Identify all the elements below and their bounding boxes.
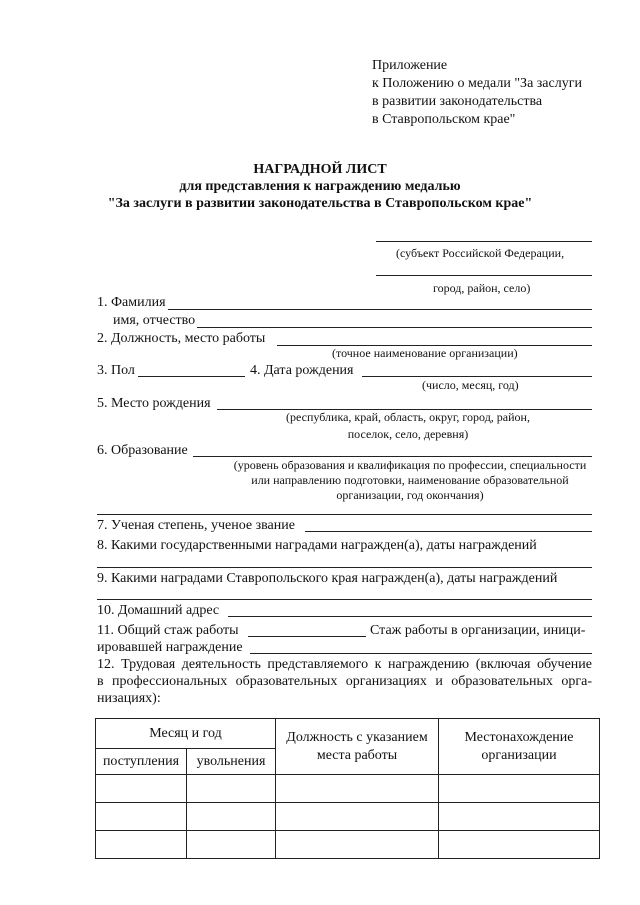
field-org-experience-line[interactable] <box>250 653 592 654</box>
field-education-extra-line[interactable] <box>97 514 592 515</box>
table-cell[interactable] <box>439 775 600 803</box>
field-birthdate-label: 4. Дата рождения <box>250 363 354 378</box>
table-row <box>96 775 600 803</box>
table-row <box>96 831 600 859</box>
th-fired: увольнения <box>187 749 276 775</box>
table-cell[interactable] <box>187 803 276 831</box>
field-work-history-line-1: 12. Трудовая деятельность представляемого к награждению (включая обучение <box>97 657 592 672</box>
table-cell[interactable] <box>439 831 600 859</box>
subject-line[interactable] <box>376 241 592 242</box>
document-subtitle-2: "За заслуги в развитии законодательства в Ставропольском крае" <box>107 196 533 211</box>
appendix-line-4: в Ставропольском крае" <box>372 112 516 127</box>
field-education-line[interactable] <box>193 456 592 457</box>
th-hired: поступления <box>96 749 187 775</box>
table-row <box>96 803 600 831</box>
field-surname-label: 1. Фамилия <box>97 295 166 310</box>
field-sex-label: 3. Пол <box>97 363 135 378</box>
field-name-label: имя, отчество <box>113 313 196 328</box>
table-cell[interactable] <box>96 831 187 859</box>
field-education-hint-1: (уровень образования и квалификация по профессии, специальности <box>233 458 587 472</box>
field-experience-line[interactable] <box>248 636 366 637</box>
field-degree-label: 7. Ученая степень, ученое звание <box>97 518 295 533</box>
table-cell[interactable] <box>276 831 439 859</box>
field-address-line[interactable] <box>228 616 592 617</box>
table-cell[interactable] <box>276 775 439 803</box>
th-location: Местонахождение организации <box>439 719 600 775</box>
field-state-awards-label: 8. Какими государственными наградами награжден(а), даты награждений <box>97 538 537 553</box>
table-cell[interactable] <box>187 775 276 803</box>
table-cell[interactable] <box>276 803 439 831</box>
field-education-hint-2: или направлению подготовки, наименование образовательной <box>251 473 569 487</box>
subject-hint: (субъект Российской Федерации, <box>396 246 565 260</box>
field-education-label: 6. Образование <box>97 443 188 458</box>
field-regional-awards-line[interactable] <box>97 599 592 600</box>
field-birthplace-hint-2: поселок, село, деревня) <box>347 427 469 441</box>
appendix-line-1: Приложение <box>372 58 448 73</box>
table-cell[interactable] <box>187 831 276 859</box>
th-position: Должность с указанием места работы <box>276 719 439 775</box>
document-subtitle-1: для представления к награждению медалью <box>179 179 461 194</box>
appendix-line-2: к Положению о медали "За заслуги <box>372 76 582 91</box>
field-degree-line[interactable] <box>305 531 592 532</box>
city-hint: город, район, село) <box>433 281 531 295</box>
field-work-history-line-3: низациях): <box>97 691 161 706</box>
appendix-line-3: в развитии законодательства <box>372 94 543 109</box>
city-line[interactable] <box>376 275 592 276</box>
field-state-awards-line[interactable] <box>97 567 592 568</box>
table-cell[interactable] <box>439 803 600 831</box>
table-cell[interactable] <box>96 803 187 831</box>
field-birthdate-line[interactable] <box>362 376 592 377</box>
work-history-table <box>95 718 600 859</box>
field-surname-line[interactable] <box>168 309 592 310</box>
field-experience-label: 11. Общий стаж работы <box>97 623 239 638</box>
field-sex-line[interactable] <box>138 376 245 377</box>
field-position-hint: (точное наименование организации) <box>332 346 518 360</box>
field-education-hint-3: организации, год окончания) <box>336 488 484 502</box>
field-birthplace-label: 5. Место рождения <box>97 396 211 411</box>
field-work-history-line-2: в профессиональных образовательных организациях и образовательных орга- <box>97 674 592 689</box>
field-regional-awards-label: 9. Какими наградами Ставропольского края награжден(а), даты награждений <box>97 571 558 586</box>
field-birthplace-hint-1: (республика, край, область, округ, город, район, <box>286 410 530 424</box>
field-position-label: 2. Должность, место работы <box>97 331 266 346</box>
table-cell[interactable] <box>96 775 187 803</box>
field-org-experience-label-cont: ировавшей награждение <box>97 640 243 655</box>
document-title: НАГРАДНОЙ ЛИСТ <box>253 162 387 177</box>
th-month-year: Месяц и год <box>96 719 276 749</box>
field-org-experience-label: Стаж работы в организации, иници- <box>370 623 586 638</box>
field-name-line[interactable] <box>197 327 592 328</box>
field-address-label: 10. Домашний адрес <box>97 603 220 618</box>
field-birthdate-hint: (число, месяц, год) <box>422 378 519 392</box>
